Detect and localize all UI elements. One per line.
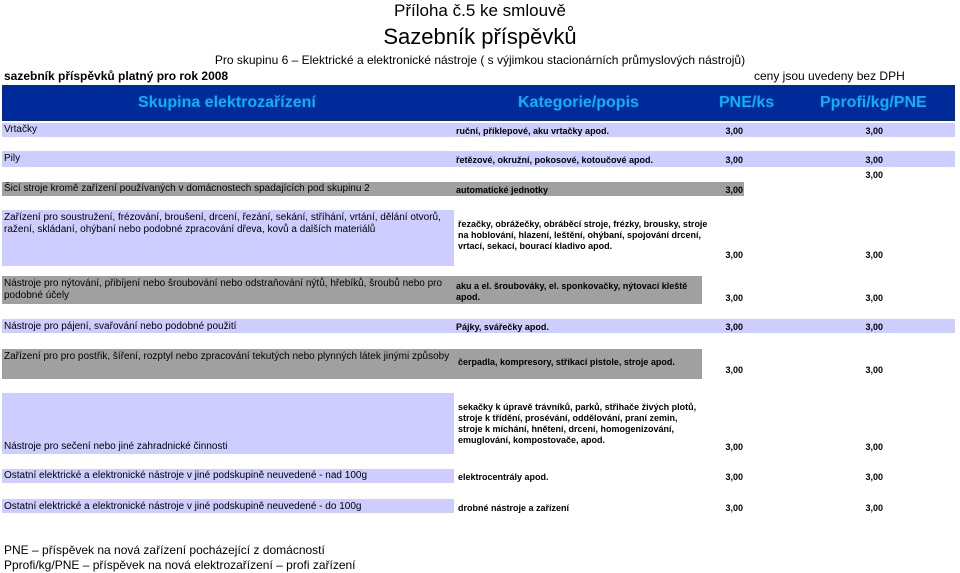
row-pne: 3,00 — [725, 250, 743, 260]
validity-note: sazebník příspěvků platný pro rok 2008 — [4, 69, 229, 83]
row-group: Ostatní elektrické a elektronické nástroje v jiné podskupině neuvedené - do 100g — [4, 501, 362, 512]
row-group: Nástroje pro sečení nebo jiné zahradnické činnosti — [4, 441, 228, 452]
row-category: ruční, příklepové, aku vrtačky apod. — [456, 126, 610, 136]
document-title: Sazebník příspěvků — [383, 24, 577, 49]
row-group: Šicí stroje kromě zařízení používaných v domácnostech spadajících pod skupinu 2 — [4, 183, 370, 194]
row-pprofi: 3,00 — [865, 503, 883, 513]
row-pprofi: 3,00 — [865, 170, 883, 180]
row-pprofi: 3,00 — [865, 155, 883, 165]
row-pne: 3,00 — [725, 365, 743, 375]
header-pne: PNE/ks — [719, 94, 775, 111]
row-pne: 3,00 — [725, 472, 743, 482]
row-pprofi: 3,00 — [865, 293, 883, 303]
row-category: Pájky, svářečky apod. — [456, 322, 549, 332]
row-group: Zařízení pro pro postřik, šíření, rozptyl nebo zpracování tekutých nebo plynných látek jinými způsoby — [4, 351, 450, 362]
row-category: řezačky, obrážečky, obráběcí stroje, frézky, brousky, stroje na hoblování, hlazení, leštění, ohýbaní, spojování drcení, vrtací, sekací, bourací kladivo apod. — [458, 219, 708, 251]
row-category: automatické jednotky — [456, 185, 549, 195]
row-pprofi: 3,00 — [865, 126, 883, 136]
row-pprofi: 3,00 — [865, 250, 883, 260]
document-subtitle: Pro skupinu 6 – Elektrické a elektronické nástroje ( s výjimkou stacionárních průmyslových nástrojů) — [214, 53, 746, 67]
table-header — [2, 85, 955, 121]
row-pne: 3,00 — [725, 503, 743, 513]
row-pprofi: 3,00 — [865, 472, 883, 482]
row-group: Zařízení pro soustružení, frézování, broušení, drcení, řezání, sekání, stříhání, vrtání, dělání otvorů, ražení, skládaní, ohýbaní nebo podobné zpracování dřeva, kovů a dalších materiálů — [4, 212, 441, 235]
footnote-pne: PNE – příspěvek na nová zařízení pocházející z domácností — [4, 543, 325, 557]
header-pprofi: Pprofi/kg/PNE — [820, 94, 927, 111]
row-pne: 3,00 — [725, 293, 743, 303]
row-pne: 3,00 — [725, 126, 743, 136]
footnote-pprofi: Pprofi/kg/PNE – příspěvek na nová elektrozařízení – profi zařízení — [4, 558, 356, 572]
row-group: Vrtačky — [4, 124, 37, 135]
row-category: sekačky k úpravě trávníků, parků, střihače živých plotů, stroje k třídění, prosévání, oddělování, praní zemin, stroje k míchání, hnětení, drcení, homogenizování, emuglování, kompostovače, apod. — [458, 402, 697, 445]
row-category: drobné nástroje a zařízení — [458, 503, 570, 513]
row-group: Nástroje pro nýtování, přibíjení nebo šroubování nebo odstraňování nýtů, hřebíků, šroubů nebo pro podobné účely — [4, 278, 443, 301]
header-category: Kategorie/popis — [518, 94, 639, 111]
annex-label: Příloha č.5 ke smlouvě — [394, 1, 566, 20]
row-category: čerpadla, kompresory, stříkací pistole, stroje apod. — [458, 357, 675, 367]
row-pne: 3,00 — [725, 322, 743, 332]
row-category: řetězové, okružní, pokosové, kotoučové apod. — [456, 155, 654, 165]
row-category: elektrocentrály apod. — [458, 472, 549, 482]
row-pprofi: 3,00 — [865, 322, 883, 332]
row-pne: 3,00 — [725, 442, 743, 452]
row-category: aku a el. šroubováky, el. sponkovačky, nýtovací kleště apod. — [456, 281, 688, 302]
header-group: Skupina elektrozařízení — [138, 94, 316, 111]
row-group: Ostatní elektrické a elektronické nástroje v jiné podskupině neuvedené - nad 100g — [4, 470, 368, 481]
row-group: Nástroje pro pájení, svařování nebo podobné použití — [4, 321, 237, 332]
row-pprofi: 3,00 — [865, 442, 883, 452]
row-pne: 3,00 — [725, 185, 743, 195]
row-group: Pily — [4, 153, 21, 164]
vat-note: ceny jsou uvedeny bez DPH — [754, 69, 905, 83]
row-pprofi: 3,00 — [865, 365, 883, 375]
row-pne: 3,00 — [725, 155, 743, 165]
